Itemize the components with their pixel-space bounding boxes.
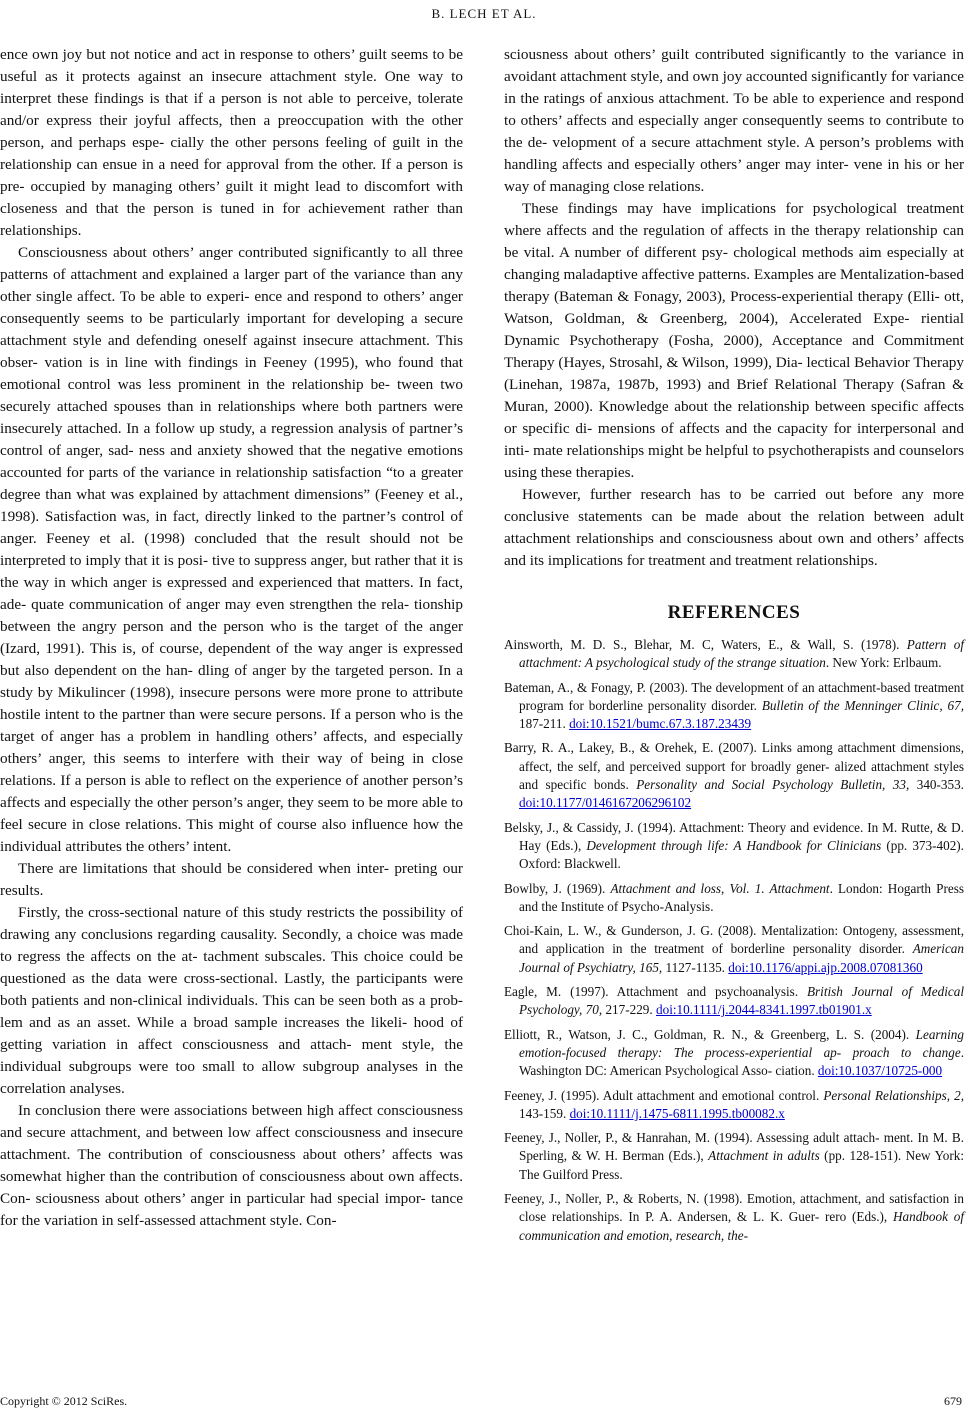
doi-link[interactable]: doi:10.1111/j.2044-8341.1997.tb01901.x [656,1002,872,1018]
body-paragraph: There are limitations that should be considered when inter- preting our results. [0,860,463,899]
copyright-notice: Copyright © 2012 SciRes. [0,1394,128,1408]
reference-item: Bateman, A., & Fonagy, P. (2003). The development of an attachment-based treatment program for borderline personality disorder. Bulletin of the Menninger Clinic, 67, 187-211. doi:10.1521/bumc.67.3.187.23439 [504,679,964,732]
reference-list [504,636,964,1245]
reference-item: Feeney, J., Noller, P., & Hanrahan, M. (1994). Assessing adult attach- ment. In M. B. Sperling, & W. H. Berman (Eds.), Attachment in adults (pp. 128-151). New York: The Guilford Press. [504,1130,965,1182]
reference-item: Bowlby, J. (1969). Attachment and loss, Vol. 1. Attachment. London: Hogarth Press and the Institute of Psycho-Analysis. [504,880,964,914]
references-heading: REFERENCES [667,602,801,623]
doi-link[interactable]: doi:10.1521/bumc.67.3.187.23439 [569,716,752,732]
reference-item: Choi-Kain, L. W., & Gunderson, J. G. (2008). Mentalization: Ontogeny, assessment, and application in the treatment of borderline personality disorder. American Journal of Psychiatry, 165, 1127-1135. doi:10.1176/appi.ajp.2008.07081360 [504,923,964,975]
doi-link[interactable]: doi:10.1111/j.1475-6811.1995.tb00082.x [569,1105,785,1121]
body-paragraph: However, further research has to be carried out before any more conclusive statements can be made about the relation between adult attachment relationships and consciousness about own and others’ affects and its implications for treatment and treatment relationships. [504,486,964,569]
reference-item: Belsky, J., & Cassidy, J. (1994). Attachment: Theory and evidence. In M. Rutte, & D. Hay (Eds.), Development through life: A Handbook for Clinicians (pp. 373-402). Oxford: Blackwell. [504,819,964,872]
reference-item: Feeney, J., Noller, P., & Roberts, N. (1998). Emotion, attachment, and satisfaction in close relationships. In P. A. Andersen, & L. K. Guer- rero (Eds.), Handbook of communication and emotion, research, the- [504,1191,964,1243]
reference-item: Ainsworth, M. D. S., Blehar, M. C, Waters, E., & Wall, S. (1978). Pattern of attachment: A psychological study of the strange situation. New York: Erlbaum. [504,637,964,671]
body-paragraph: Consciousness about others’ anger contributed significantly to all three patterns of attachment and explained a larger part of the variance than any other single affect. To be able to experi- ence and respond to others’ anger consequently seems to be particularly important for developing a secure attachment style and defending oneself against insecure attachment. This obser- vation is in line with findings in Feeney (1995), who found that emotional control was less prominent in the relationship be- tween two securely attached spouses than in relationships where both partners were insecurely attached. In a follow up study, a regression analysis of partner’s control of anger, sad- ness and anxiety showed that the negative emotions accounted for parts of the variance in relationship satisfaction “to a greater degree than what was explained by attachment dimensions” (Feeney et al., 1998). Satisfaction was, in fact, directly linked to the partner’s control of anger. Feeney et al. (1998) concluded that the result should not be interpreted to imply that it is posi- tive to suppress anger, but rather that it is the way in which anger is expressed and experienced that matters. In fact, ade- quate communication of anger may even strengthen the rela- tionship between the angry person and the person who is the target of the anger (Izard, 1991). This is, of course, dependent of the way anger is expressed but also dependent on the han- dling of anger by the targeted person. In a study by Mikulincer (1998), insecure persons were more prone to attribute hostile intent to the partner than were secure persons. If a person who is the target of anger has a problem in handling others’ affects, and especially others’ anger, this seems to interfere with their way of being in close relations. If a person is able to reflect on the experience of another person’s affects and especially the other person’s anger, they seem to be more able to feel secure in close relations. This might of course also influence how the individual attributes the others’ intent. [0,244,463,855]
reference-item: Elliott, R., Watson, J. C., Goldman, R. N., & Greenberg, L. S. (2004). Learning emotion-focused therapy: The process-experiential ap- proach to change. Washington DC: American Psychological Asso- ciation. doi:10.1037/10725-000 [504,1026,964,1079]
reference-item: Feeney, J. (1995). Adult attachment and emotional control. Personal Relationships, 2, 143-159. doi:10.1111/j.1475-6811.1995.tb00082.x [504,1087,964,1121]
body-paragraph: Firstly, the cross-sectional nature of this study restricts the possibility of drawing any conclusions regarding causality. Secondly, a choice was made to regress the affects on the at- tachment subscales. This choice could be questioned as the data were cross-sectional. Lastly, the participants were both patients and non-clinical individuals. This can be seen both as a prob- lem and as an asset. While a broad sample increases the likeli- hood of getting variation in affect consciousness and attach- ment style, the individual subgroups were too small to allow subgroup analyses in the correlation analyses. [0,904,463,1097]
reference-item: Eagle, M. (1997). Attachment and psychoanalysis. British Journal of Medical Psychology, 70, 217-229. doi:10.1111/j.2044-8341.1997.tb01901.x [504,984,964,1018]
body-paragraph: These findings may have implications for psychological treatment where affects and the regulation of affects in the therapy relationship can be vital. A number of different psy- chological methods aim especially at changing maladaptive affective patterns. Examples are Mentalization-based therapy (Bateman & Fonagy, 2003), Process-experiential therapy (Elli- ott, Watson, Goldman, & Greenberg, 2004), Accelerated Expe- riential Dynamic Psychotherapy (Fosha, 2000), Acceptance and Commitment Therapy (Hayes, Strosahl, & Wilson, 1999), Dia- lectical Behavior Therapy (Linehan, 1987a, 1987b, 1993) and Brief Relational Therapy (Safran & Muran, 2000). Knowledge about the relationship between specific affects or specific di- mensions of affects and the capacity for interpersonal and inti- mate relationships might be helpful to psychotherapists and counselors using these therapies. [504,200,964,481]
right-column [504,44,964,1251]
doi-link[interactable]: doi:10.1176/appi.ajp.2008.07081360 [728,959,923,975]
left-column [0,44,463,1232]
reference-item: Barry, R. A., Lakey, B., & Orehek, E. (2007). Links among attachment dimensions, affect, the self, and perceived support for broadly gener- alized attachment styles and specific bonds. Personality and Social Psychology Bulletin, 33, 340-353. doi:10.1177/0146167206296102 [504,740,964,811]
doi-link[interactable]: doi:10.1177/0146167206296102 [519,795,692,811]
body-paragraph: ence own joy but not notice and act in response to others’ guilt seems to be useful as it protects against an insecure attachment style. One way to interpret these findings is that if a person is not able to perceive, tolerate and/or express their joyful affects, then a preoccupation with the other person, and perhaps espe- cially the other persons feeling of guilt in the relationship can ensue in a need for approval from the other. If a person is pre- occupied by managing others’ guilt it might lead to discomfort with closeness and that the person is tuned in for achievement rather than relationships. [0,46,463,239]
doi-link[interactable]: doi:10.1037/10725-000 [817,1063,943,1079]
page-number: 679 [944,1394,962,1408]
running-head: B. LECH ET AL. [431,6,537,21]
body-paragraph: In conclusion there were associations between high affect consciousness and secure attachment, and between low affect consciousness and insecure attachment. The contribution of consciousness about others’ affects was somewhat higher than the contribution of consciousness about own affects. Con- sciousness about others’ anger in particular had special impor- tance for the variation in self-assessed attachment style. Con- [0,1102,463,1229]
body-paragraph: sciousness about others’ guilt contributed significantly to the variance in avoidant attachment style, and own joy accounted significantly for variance in the ratings of anxious attachment. To be able to experience and respond to others’ affects and especially anger consequently seems to contribute to the de- velopment of a secure attachment style. A person’s problems with handling affects and especially others’ anger may inter- vene in his or her way of managing close relations. [504,46,964,195]
